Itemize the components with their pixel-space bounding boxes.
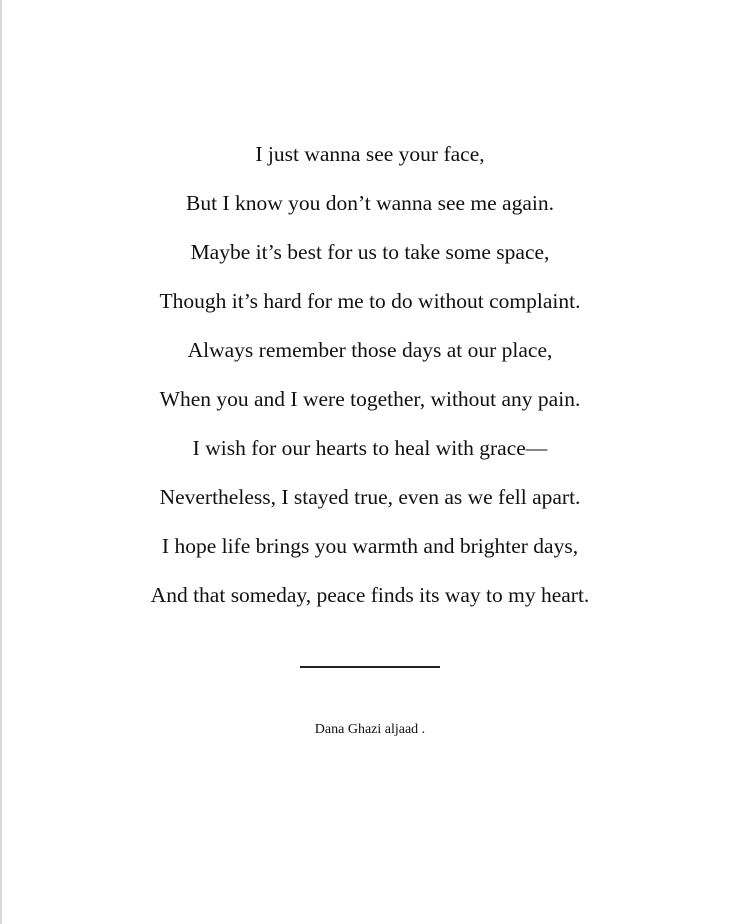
- poem-line: I just wanna see your face,: [255, 142, 485, 166]
- poem-line: But I know you don’t wanna see me again.: [185, 191, 554, 215]
- poem-line: I wish for our hearts to heal with grace—: [192, 436, 548, 460]
- poem-line: Always remember those days at our place,: [187, 338, 553, 362]
- poem-line: Nevertheless, I stayed true, even as we fell apart.: [159, 485, 581, 509]
- poem-line: I hope life brings you warmth and brighter days,: [161, 534, 579, 558]
- author-signature: Dana Ghazi aljaad .: [314, 722, 426, 737]
- poem-line: When you and I were together, without any pain.: [159, 387, 581, 411]
- poem-line: Maybe it’s best for us to take some space,: [190, 240, 550, 264]
- poem-body: [0, 137, 740, 627]
- signature-divider: [300, 666, 440, 668]
- poem-line: Though it’s hard for me to do without complaint.: [159, 289, 581, 313]
- poem-line: And that someday, peace finds its way to my heart.: [150, 583, 590, 607]
